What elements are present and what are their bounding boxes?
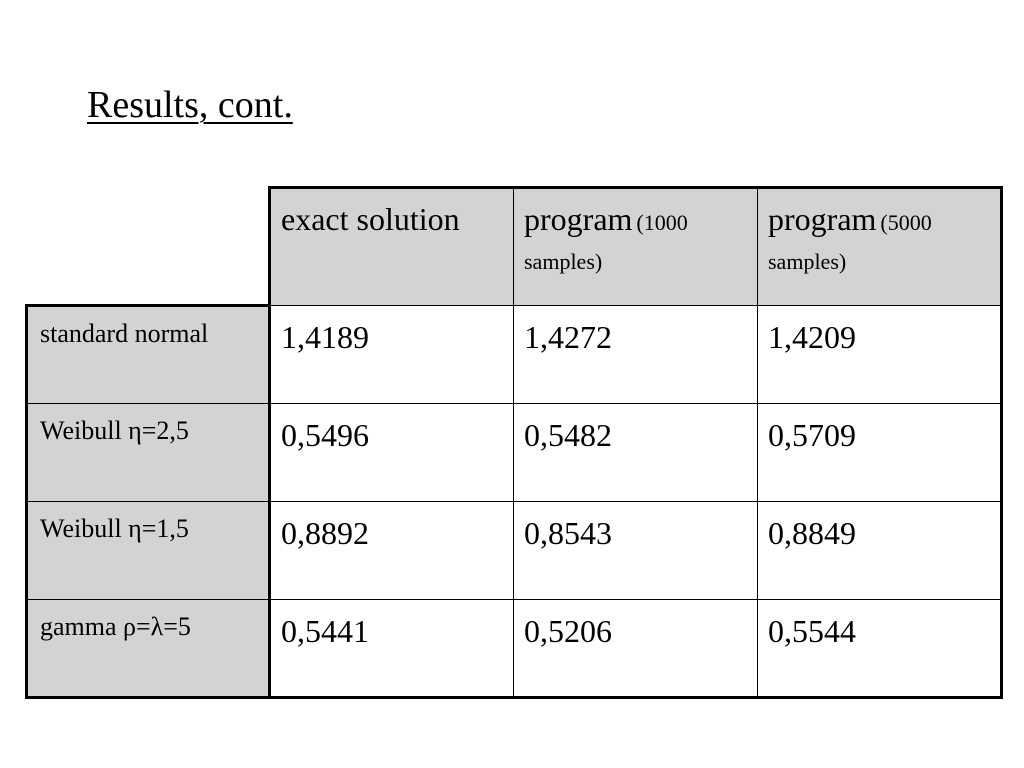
row-label-weibull-1-5: Weibull η=1,5 <box>27 502 270 600</box>
table-row <box>27 600 1002 698</box>
table-cell: 0,5544 <box>758 600 1002 698</box>
table-cell: 0,5441 <box>270 600 514 698</box>
header-sub-label: (1000 samples) <box>524 210 688 274</box>
table-cell: 1,4189 <box>270 306 514 404</box>
header-main-label: exact solution <box>281 201 460 237</box>
header-exact-solution <box>270 188 514 306</box>
table-cell: 0,5206 <box>514 600 758 698</box>
results-table <box>25 186 1003 699</box>
table-corner-cell <box>27 188 270 306</box>
row-label-standard-normal: standard normal <box>27 306 270 404</box>
row-label-weibull-2-5: Weibull η=2,5 <box>27 404 270 502</box>
header-program-5000 <box>758 188 1002 306</box>
table-cell: 0,5496 <box>270 404 514 502</box>
table-cell: 0,5709 <box>758 404 1002 502</box>
table-cell: 0,5482 <box>514 404 758 502</box>
header-main-label: program <box>768 201 877 237</box>
table-cell: 0,8849 <box>758 502 1002 600</box>
table-cell: 0,8892 <box>270 502 514 600</box>
table-row <box>27 404 1002 502</box>
table-cell: 1,4272 <box>514 306 758 404</box>
table-row <box>27 502 1002 600</box>
table-cell: 1,4209 <box>758 306 1002 404</box>
header-main-label: program <box>524 201 633 237</box>
header-sub-label: (5000 samples) <box>768 210 932 274</box>
table-cell: 0,8543 <box>514 502 758 600</box>
slide-title: Results, cont. <box>87 84 293 126</box>
header-program-1000 <box>514 188 758 306</box>
row-label-gamma: gamma ρ=λ=5 <box>27 600 270 698</box>
table-row <box>27 306 1002 404</box>
table-header-row <box>27 188 1002 306</box>
